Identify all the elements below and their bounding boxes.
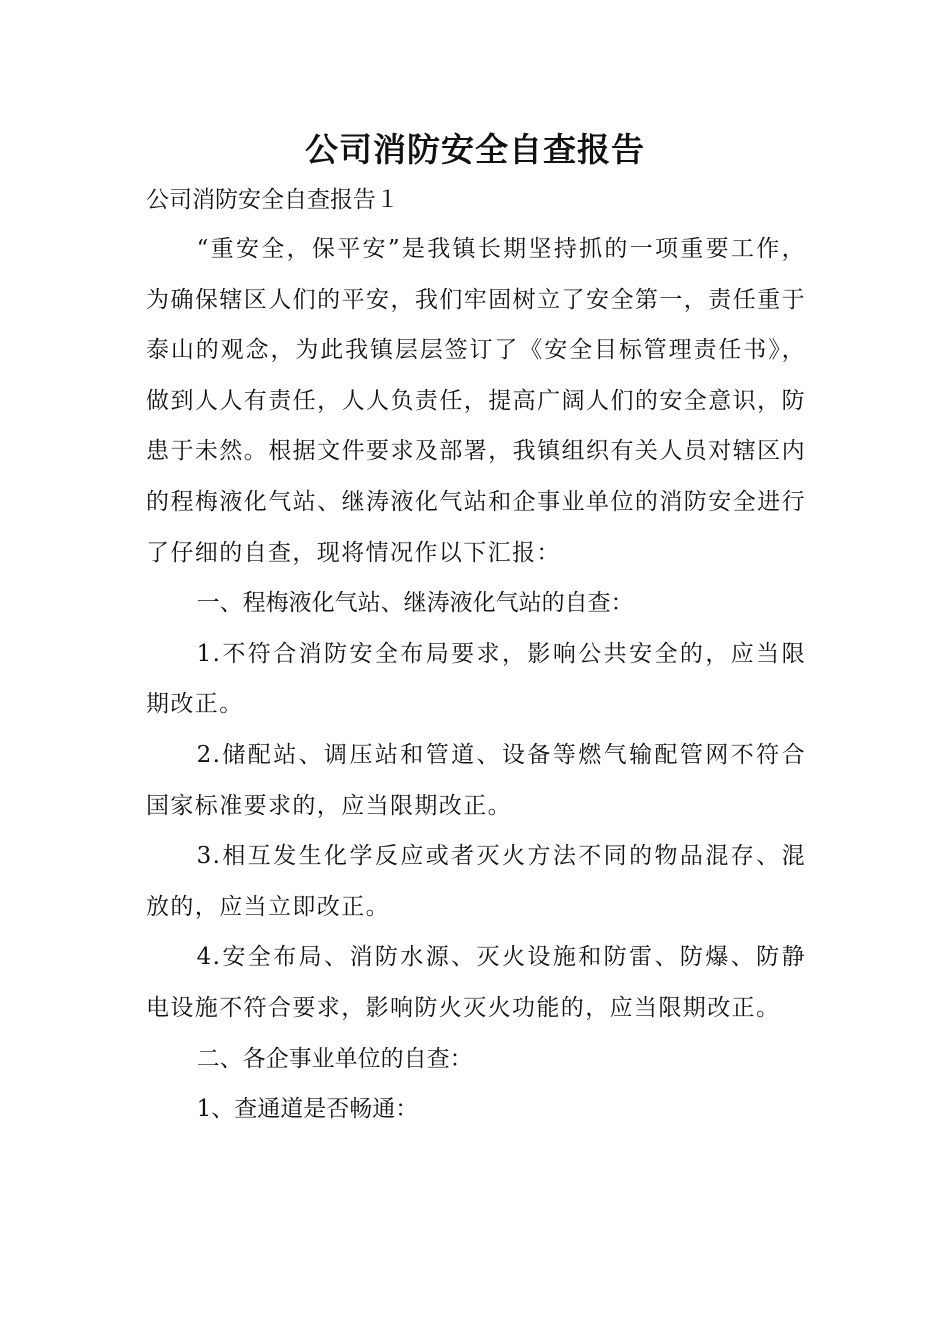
document-title: 公司消防安全自查报告	[305, 130, 645, 169]
document-subtitle: 公司消防安全自查报告１	[146, 187, 399, 213]
paragraph-section-1-heading: 一、程梅液化气站、继涛液化气站的自查：	[196, 590, 634, 617]
paragraph-item-4: 4.安全布局、消防水源、灭火设施和防雷、防爆、防静电设施不符合要求，影响防火灭火功能的，应当限期改正。	[146, 944, 806, 1021]
paragraph-item-3: 3.相互发生化学反应或者灭火方法不同的物品混存、混放的，应当立即改正。	[146, 843, 806, 920]
paragraph-item-5: 1、查通道是否畅通：	[196, 1096, 419, 1123]
paragraph-item-1: 1.不符合消防安全布局要求，影响公共安全的，应当限期改正。	[146, 640, 806, 718]
document-body	[146, 224, 806, 1135]
paragraph-item-2: 2.储配站、调压站和管道、设备等燃气输配管网不符合国家标准要求的，应当限期改正。	[146, 741, 806, 819]
paragraph-intro: “重安全，保平安”是我镇长期坚持抓的一项重要工作，为确保辖区人们的平安，我们牢固树立了安全第一，责任重于泰山的观念，为此我镇层层签订了《安全目标管理责任书》，做到人人有责任，人人负责任，提高广阔人们的安全意识，防患于未然。根据文件要求及部署，我镇组织有关人员对辖区内的程梅液化气站、继涛液化气站和企事业单位的消防安全进行了仔细的自查，现将情况作以下汇报：	[146, 236, 806, 566]
paragraph-section-2-heading: 二、各企事业单位的自查：	[196, 1045, 473, 1072]
